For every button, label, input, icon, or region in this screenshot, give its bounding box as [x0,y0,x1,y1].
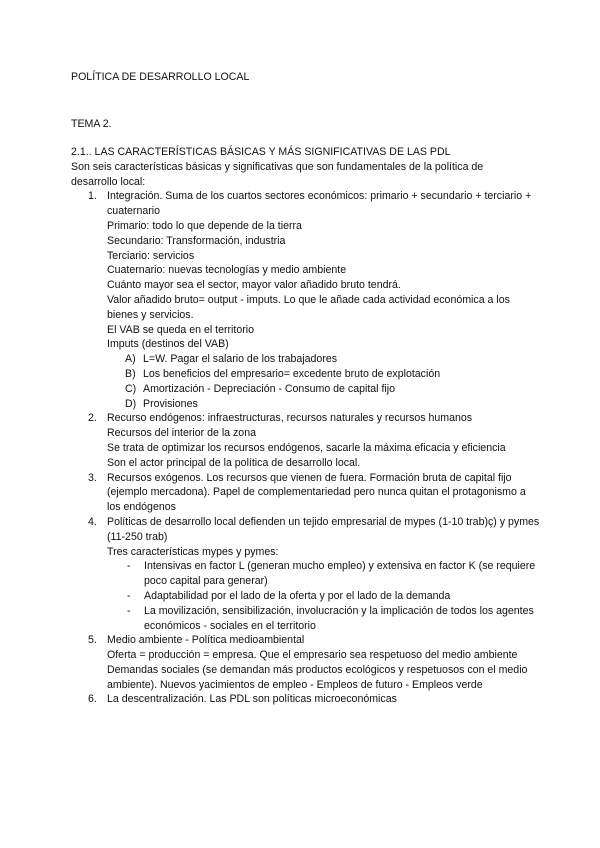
list-item [71,471,541,515]
list-item [71,189,541,411]
item-number: 6. [88,693,97,706]
item-number: 2. [88,412,97,425]
item-line: Imputs (destinos del VAB) [107,338,229,351]
dash-marker: - [127,560,131,573]
item-line: Secundario: Transformación, industria [107,234,286,247]
item-line: Primario: todo lo que depende de la tierra [107,219,302,232]
main-content [71,145,541,707]
dash-text: La movilización, sensibilización, involucración y la implicación de todos los agentes económicos - sociales en el territorio [144,604,534,632]
item-line: Recursos del interior de la zona [107,427,256,440]
sublist-item [107,352,541,367]
intro-paragraph: Son seis características básicas y significativas que son fundamentales de la política de desarrollo local: [71,160,484,188]
sublist-marker: C) [125,382,137,395]
item-line: La descentralización. Las PDL son políticas microeconómicas [107,693,397,706]
item-line: Tres características mypes y pymes: [107,545,279,558]
sublist-item [107,367,541,382]
list-item [71,515,541,633]
sublist-text: Los beneficios del empresario= excedente bruto de explotación [143,367,441,380]
dash-marker: - [127,589,131,602]
list-item [71,692,541,707]
item-line: Integración. Suma de los cuartos sectores económicos: primario + secundario + terciario + cuaternario [107,190,532,218]
item-line: Políticas de desarrollo local defienden un tejido empresarial de mypes (1-10 trab)ç) y pymes (11-250 trab) [107,515,540,543]
item-line: Medio ambiente - Política medioambiental [107,634,305,647]
sublist-text: L=W. Pagar el salario de los trabajadores [143,353,338,366]
dash-item [107,559,541,589]
sublist-marker: D) [125,397,137,410]
sublist-item [107,397,541,412]
item-number: 5. [88,634,97,647]
item-line: Oferta = producción = empresa. Que el empresario sea respetuoso del medio ambiente [107,649,518,662]
item-line: Demandas sociales (se demandan más productos ecológicos y respetuosos con el medio ambiente). Nuevos yacimientos de empleo - Empleos de futuro - Empleos verde [107,663,528,691]
section-heading: 2.1.. LAS CARACTERÍSTICAS BÁSICAS Y MÁS SIGNIFICATIVAS DE LAS PDL [71,146,451,158]
document-title: POLÍTICA DE DESARROLLO LOCAL [71,71,250,83]
sublist-marker: A) [125,353,136,366]
topic-label: TEMA 2. [71,118,112,130]
sublist-text: Provisiones [143,397,198,410]
sublist-item [107,382,541,397]
item-line: Recurso endógenos: infraestructuras, recursos naturales y recursos humanos [107,412,473,425]
dash-text: Intensivas en factor L (generan mucho empleo) y extensiva en factor K (se requiere poco capital para generar) [144,560,536,588]
item-line: Recursos exógenos. Los recursos que vienen de fuera. Formación bruta de capital fijo (ejemplo mercadona). Papel de complementariedad pero nunca quitan el protagonismo a los endógenos [107,471,526,514]
item-number: 1. [88,190,97,203]
list-item [71,411,541,470]
sublist-text: Amortización - Depreciación - Consumo de capital fijo [143,382,396,395]
item-line: Terciario: servicios [107,249,195,262]
characteristics-dash-list [107,559,541,633]
list-item [71,633,541,692]
imputs-sublist [107,352,541,411]
item-line: Se trata de optimizar los recursos endógenos, sacarle la máxima eficacia y eficiencia [107,441,506,454]
dash-item [107,589,541,604]
item-line: Cuaternario: nuevas tecnologías y medio ambiente [107,264,347,277]
dash-text: Adaptabilidad por el lado de la oferta y por el lado de la demanda [144,589,451,602]
item-line: Son el actor principal de la política de desarrollo local. [107,456,361,469]
item-line: El VAB se queda en el territorio [107,323,255,336]
item-number: 4. [88,515,97,528]
dash-marker: - [127,604,131,617]
dash-item [107,604,541,634]
item-line: Valor añadido bruto= output - imputs. Lo que le añade cada actividad económica a los bienes y servicios. [107,293,510,321]
item-line: Cuánto mayor sea el sector, mayor valor añadido bruto tendrá. [107,279,401,292]
item-number: 3. [88,471,97,484]
sublist-marker: B) [125,367,136,380]
characteristics-list [71,189,541,707]
